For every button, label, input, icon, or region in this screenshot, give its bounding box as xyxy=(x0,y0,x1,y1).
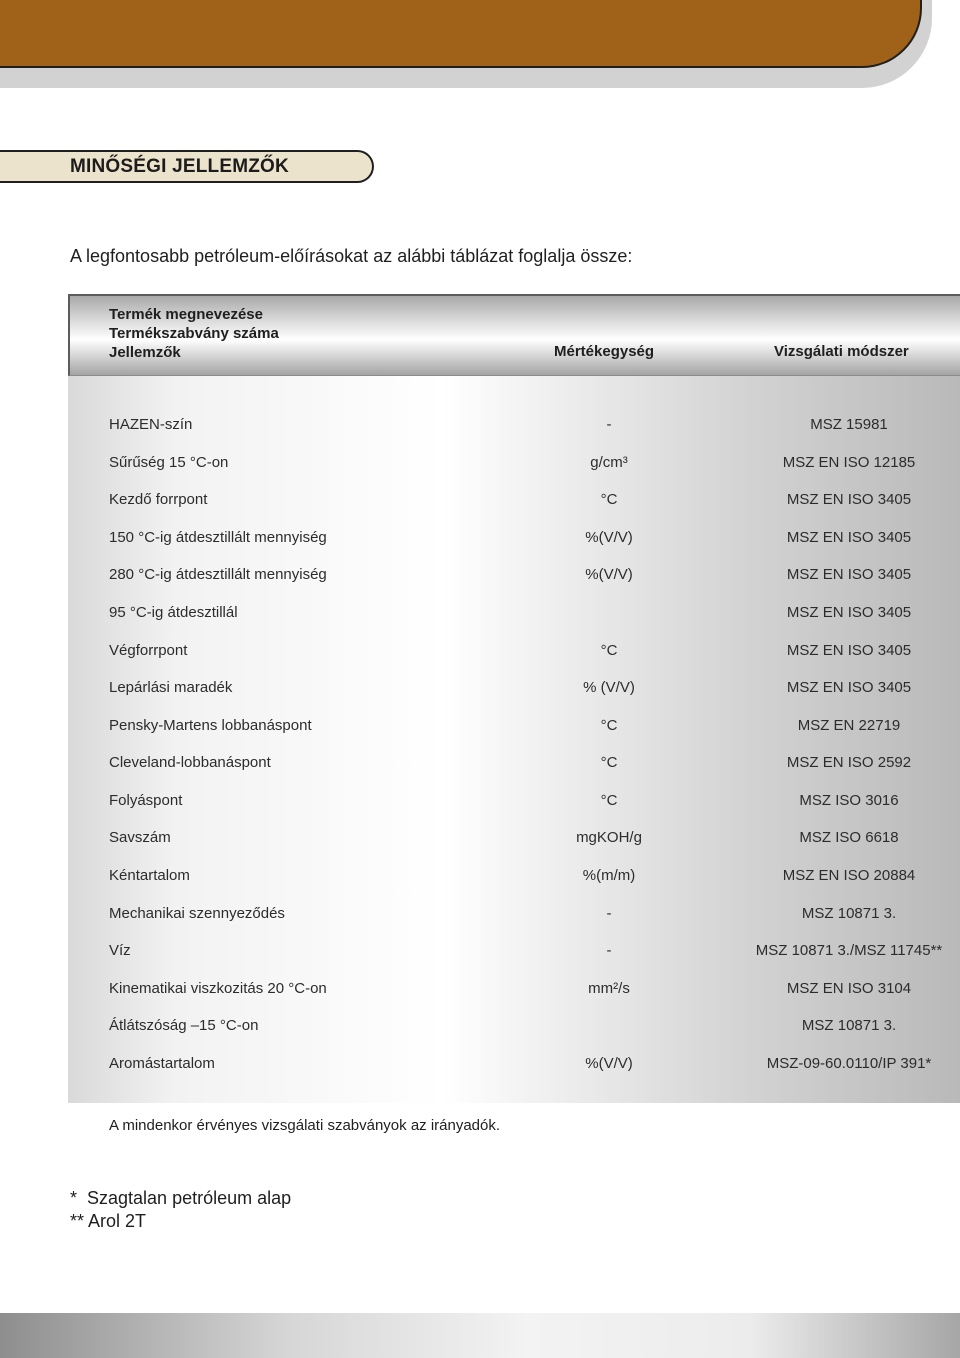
property-name: Sűrűség 15 °C-on xyxy=(109,454,229,471)
property-name: Kéntartalom xyxy=(109,867,190,884)
table-note: A mindenkor érvényes vizsgálati szabványok az irányadók. xyxy=(109,1117,501,1134)
test-method: MSZ EN ISO 3405 xyxy=(786,604,912,621)
test-method: MSZ EN ISO 3405 xyxy=(786,566,912,583)
header-unit: Mértékegység xyxy=(554,343,655,360)
property-name: Víz xyxy=(109,942,131,959)
test-method: MSZ 15981 xyxy=(810,416,888,433)
section-title: MINŐSÉGI JELLEMZŐK xyxy=(70,156,289,177)
test-method: MSZ EN ISO 20884 xyxy=(782,867,916,884)
property-unit: °C xyxy=(600,792,618,809)
property-name: 280 °C-ig átdesztillált mennyiség xyxy=(109,566,327,583)
property-name: HAZEN-szín xyxy=(109,416,193,433)
header-method: Vizsgálati módszer xyxy=(774,343,909,360)
property-name: Pensky-Martens lobbanáspont xyxy=(109,717,312,734)
property-name: Lepárlási maradék xyxy=(109,679,233,696)
property-unit: %(V/V) xyxy=(585,1055,633,1072)
property-name: Kinematikai viszkozitás 20 °C-on xyxy=(109,980,327,997)
property-unit: °C xyxy=(600,642,618,659)
table-row xyxy=(68,1053,960,1077)
header-left-block xyxy=(109,305,279,362)
table-row xyxy=(68,640,960,664)
table-header xyxy=(68,294,960,376)
section-title-box xyxy=(0,150,374,183)
property-name: Folyáspont xyxy=(109,792,183,809)
test-method: MSZ EN ISO 12185 xyxy=(782,454,916,471)
table-row xyxy=(68,903,960,927)
test-method: MSZ EN ISO 3405 xyxy=(786,491,912,508)
property-unit: - xyxy=(606,942,612,959)
test-method: MSZ EN ISO 2592 xyxy=(786,754,912,771)
property-name: 95 °C-ig átdesztillál xyxy=(109,604,238,621)
property-unit: - xyxy=(606,905,612,922)
property-unit: - xyxy=(606,416,612,433)
table-row xyxy=(68,940,960,964)
property-unit: °C xyxy=(600,717,618,734)
test-method: MSZ 10871 3./MSZ 11745** xyxy=(755,942,943,959)
property-unit: % (V/V) xyxy=(583,679,635,696)
property-name: Cleveland-lobbanáspont xyxy=(109,754,271,771)
table-row xyxy=(68,564,960,588)
property-name: Aromástartalom xyxy=(109,1055,215,1072)
table-row xyxy=(68,489,960,513)
table-row xyxy=(68,602,960,626)
property-unit: %(m/m) xyxy=(582,867,636,884)
test-method: MSZ 10871 3. xyxy=(801,905,897,922)
test-method: MSZ EN ISO 3405 xyxy=(786,679,912,696)
property-unit: mgKOH/g xyxy=(576,829,642,846)
header-product-standard: Termékszabvány száma xyxy=(109,325,279,342)
test-method: MSZ 10871 3. xyxy=(801,1017,897,1034)
header-band xyxy=(0,0,922,68)
table-row xyxy=(68,414,960,438)
table-row xyxy=(68,865,960,889)
table-row xyxy=(68,527,960,551)
table-row xyxy=(68,715,960,739)
property-unit: %(V/V) xyxy=(585,529,633,546)
test-method: MSZ EN ISO 3104 xyxy=(786,980,912,997)
property-name: Átlátszóság –15 °C-on xyxy=(109,1017,259,1034)
table-row xyxy=(68,1015,960,1039)
header-product-name: Termék megnevezése xyxy=(109,306,263,323)
table-row xyxy=(68,452,960,476)
test-method: MSZ ISO 3016 xyxy=(799,792,899,809)
table-row xyxy=(68,978,960,1002)
property-name: 150 °C-ig átdesztillált mennyiség xyxy=(109,529,327,546)
footnote-double-asterisk: ** Arol 2T xyxy=(70,1211,147,1231)
test-method: MSZ-09-60.0110/IP 391* xyxy=(766,1055,932,1072)
property-unit: °C xyxy=(600,491,618,508)
property-unit: mm²/s xyxy=(588,980,630,997)
property-name: Kezdő forrpont xyxy=(109,491,208,508)
property-unit: °C xyxy=(600,754,618,771)
table-row xyxy=(68,827,960,851)
table-body xyxy=(68,376,960,1103)
property-unit: g/cm³ xyxy=(590,454,628,471)
test-method: MSZ EN 22719 xyxy=(797,717,901,734)
table-row xyxy=(68,677,960,701)
property-unit: %(V/V) xyxy=(585,566,633,583)
intro-text: A legfontosabb petróleum-előírásokat az alábbi táblázat foglalja össze: xyxy=(70,246,633,266)
test-method: MSZ ISO 6618 xyxy=(799,829,899,846)
test-method: MSZ EN ISO 3405 xyxy=(786,642,912,659)
header-property: Jellemzők xyxy=(109,344,181,361)
property-name: Végforrpont xyxy=(109,642,188,659)
table-row xyxy=(68,790,960,814)
test-method: MSZ EN ISO 3405 xyxy=(786,529,912,546)
footnotes xyxy=(70,1187,291,1233)
property-name: Savszám xyxy=(109,829,171,846)
footnote-single-asterisk: * Szagtalan petróleum alap xyxy=(70,1188,292,1208)
table-row xyxy=(68,752,960,776)
footer-band xyxy=(0,1313,960,1358)
property-name: Mechanikai szennyeződés xyxy=(109,905,285,922)
